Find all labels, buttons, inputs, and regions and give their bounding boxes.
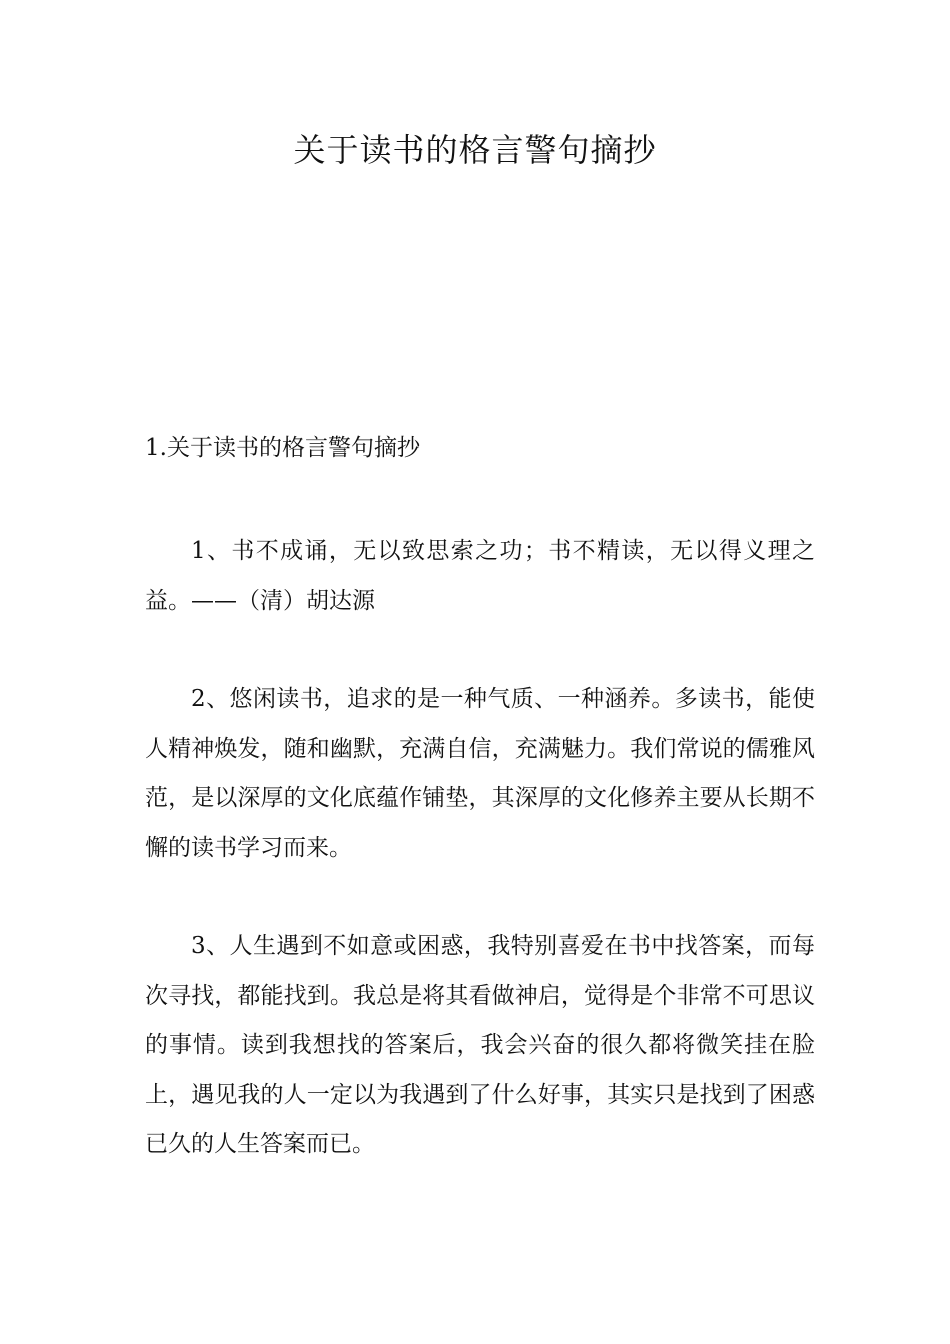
quote-paragraph-1: 1、书不成诵，无以致思索之功；书不精读，无以得义理之益。——（清）胡达源 (145, 538, 815, 614)
quote-paragraph-3: 3、人生遇到不如意或困惑，我特别喜爱在书中找答案，而每次寻找，都能找到。我总是将其看做神启，觉得是个非常不可思议的事情。读到我想找的答案后，我会兴奋的很久都将微笑挂在脸上，遇见我的人一定以为我遇到了什么好事，其实只是找到了困惑已久的人生答案而已。 (145, 933, 815, 1157)
document-body (145, 428, 815, 1170)
section-heading: 1.关于读书的格言警句摘抄 (145, 435, 420, 461)
quote-paragraph-2: 2、悠闲读书，追求的是一种气质、一种涵养。多读书，能使人精神焕发，随和幽默，充满自信，充满魅力。我们常说的儒雅风范，是以深厚的文化底蕴作铺垫，其深厚的文化修养主要从长期不懈的读书学习而来。 (145, 686, 815, 861)
document-title: 关于读书的格言警句摘抄 (293, 131, 657, 169)
